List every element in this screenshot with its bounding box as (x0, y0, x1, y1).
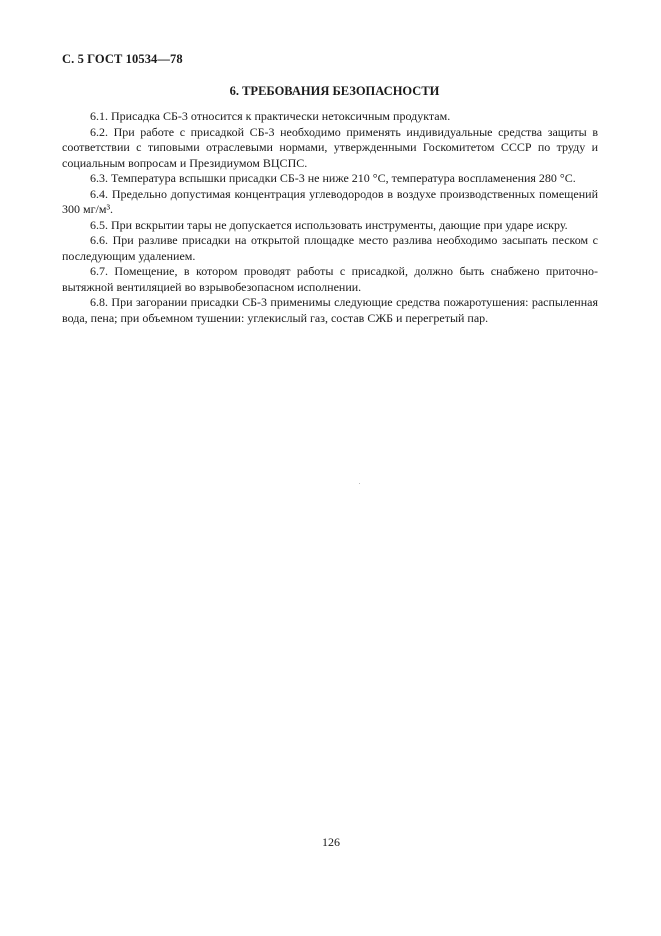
paragraph-6-7: 6.7. Помещение, в котором проводят работы с присадкой, должно быть снабжено приточно-вытяжной вентиляцией во взрывобезопасном исполнении. (62, 264, 598, 294)
section-body (62, 109, 598, 326)
page-header: С. 5 ГОСТ 10534—78 (62, 52, 183, 66)
paragraph-6-2: 6.2. При работе с присадкой СБ-3 необходимо применять индивидуальные средства защиты в соответствии с типовыми отраслевыми нормами, утвержденными Госкомитетом СССР по труду и социальным вопросам и Президиумом ВЦСПС. (62, 124, 598, 170)
scan-speck (359, 483, 360, 484)
page-number: 126 (322, 835, 340, 849)
paragraph-6-3: 6.3. Температура вспышки присадки СБ-3 не ниже 210 °С, температура воспламенения 280 °С. (90, 171, 576, 185)
paragraph-6-4: 6.4. Предельно допустимая концентрация углеводородов в воздухе производственных помещений 300 мг/м³. (62, 186, 598, 216)
paragraph-6-6: 6.6. При разливе присадки на открытой площадке место разлива необходимо засыпать песком с последующим удалением. (62, 233, 598, 263)
section-title: 6. ТРЕБОВАНИЯ БЕЗОПАСНОСТИ (229, 84, 440, 98)
paragraph-6-1: 6.1. Присадка СБ-3 относится к практически нетоксичным продуктам. (90, 109, 451, 123)
paragraph-6-8: 6.8. При загорании присадки СБ-3 применимы следующие средства пожаротушения: распыленная вода, пена; при объемном тушении: углекислый газ, состав СЖБ и перегретый пар. (62, 295, 598, 325)
paragraph-6-5: 6.5. При вскрытии тары не допускается использовать инструменты, дающие при ударе искру. (90, 217, 568, 232)
